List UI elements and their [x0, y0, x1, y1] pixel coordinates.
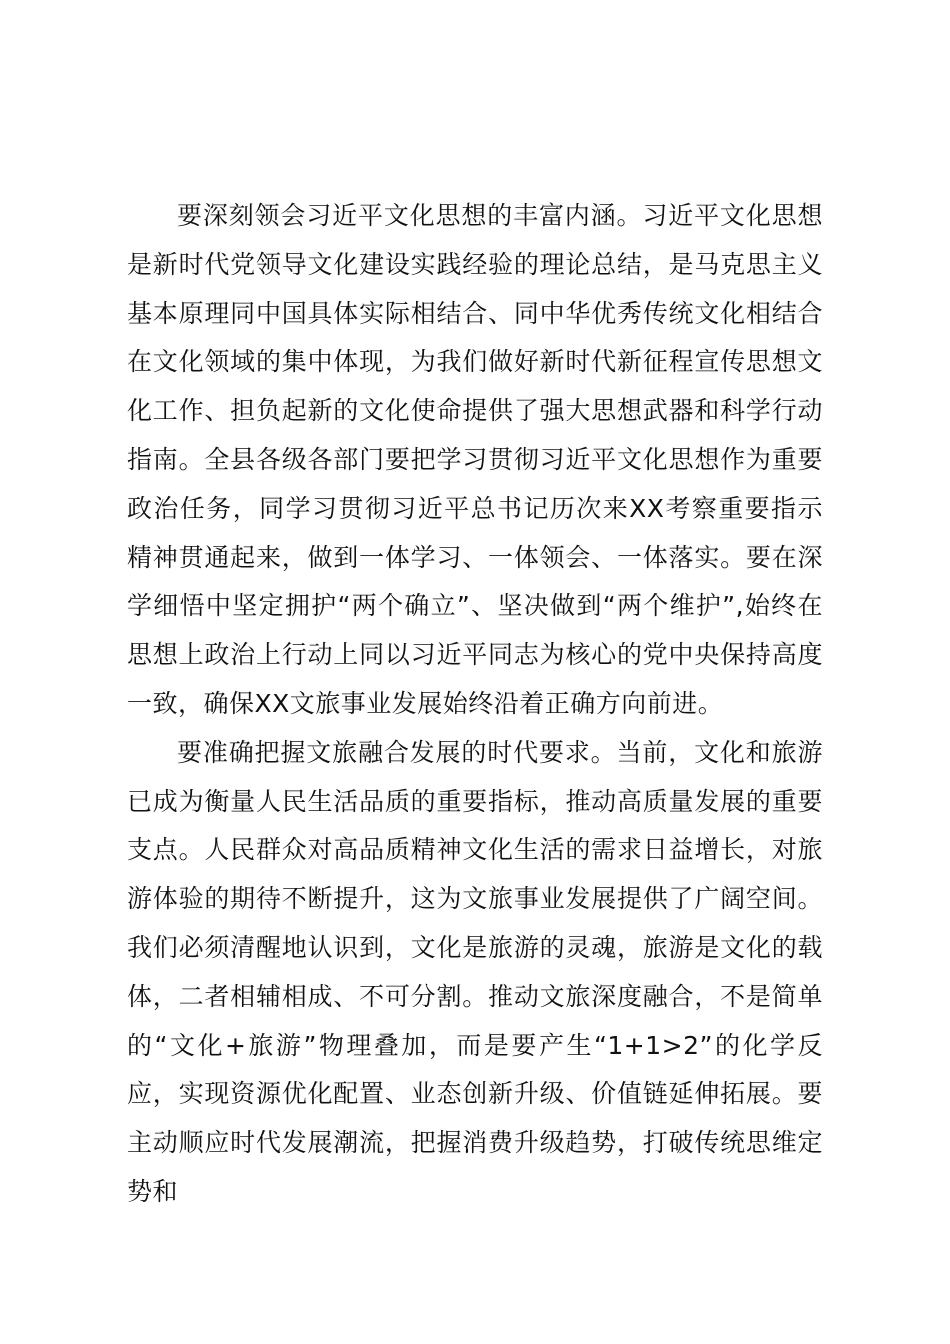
- paragraph-cultural-thought: 要深刻领会习近平文化思想的丰富内涵。习近平文化思想是新时代党领导文化建设实践经验的理论总结，是马克思主义基本原理同中国具体实际相结合、同中华优秀传统文化相结合在文化领域的集中体现，为我们做好新时代新征程宣传思想文化工作、担负起新的文化使命提供了强大思想武器和科学行动指南。全县各级各部门要把学习贯彻习近平文化思想作为重要政治任务，同学习贯彻习近平总书记历次来XX考察重要指示精神贯通起来，做到一体学习、一体领会、一体落实。要在深学细悟中坚定拥护“两个确立”、坚决做到“两个维护”,始终在思想上政治上行动上同以习近平同志为核心的党中央保持高度一致，确保XX文旅事业发展始终沿着正确方向前进。: [127, 201, 823, 718]
- paragraph-culture-tourism-integration: 要准确把握文旅融合发展的时代要求。当前，文化和旅游已成为衡量人民生活品质的重要指标，推动高质量发展的重要支点。人民群众对高品质精神文化生活的需求日益增长，对旅游体验的期待不断提升，这为文旅事业发展提供了广阔空间。我们必须清醒地认识到，文化是旅游的灵魂，旅游是文化的载体，二者相辅相成、不可分割。推动文旅深度融合，不是简单的“文化+旅游”物理叠加，而是要产生“1+1>2”的化学反应，实现资源优化配置、业态创新升级、价值链延伸拓展。要主动顺应时代发展潮流，把握消费升级趋势，打破传统思维定势和: [127, 737, 823, 1206]
- document-body: [127, 192, 823, 1217]
